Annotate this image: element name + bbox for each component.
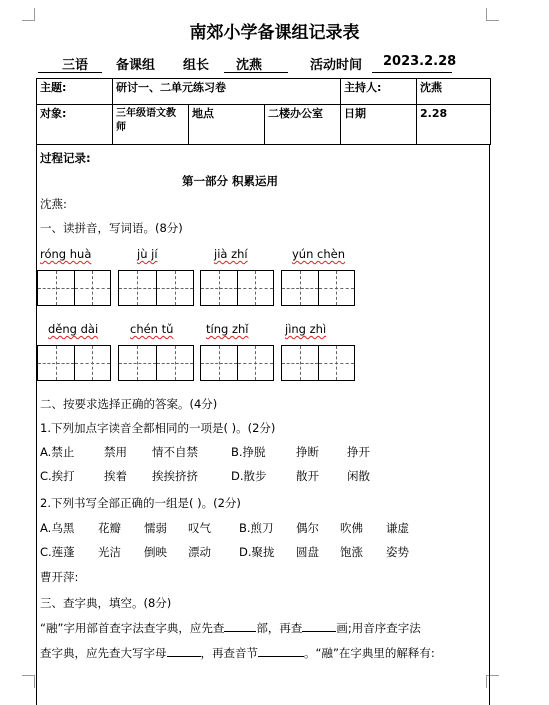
writing-grid[interactable] (281, 345, 355, 381)
activity-date: 2023.2.28 (383, 54, 457, 69)
writing-grid[interactable] (37, 270, 111, 306)
speaker-cao: 曹开萍: (40, 570, 79, 584)
question3-text: 查字典，应先查大写字母 (40, 646, 167, 660)
question3-text: 。“融”在字典里的解释有: (304, 646, 435, 660)
leader-name: 沈燕 (236, 58, 263, 73)
option-a: A.禁止 (40, 445, 75, 459)
question3-line1 (40, 621, 421, 635)
meta-table (36, 78, 491, 145)
option-a: A.乌黑 (40, 521, 75, 535)
option-word: 挣断 (296, 445, 319, 459)
date-label: 日期 (341, 105, 417, 145)
option-word: 谦虚 (386, 521, 409, 535)
leader-label: 组长 (183, 58, 210, 73)
option-word: 挨着 (104, 469, 127, 483)
option-word: 漂动 (188, 545, 211, 559)
option-word: 情不自禁 (152, 445, 198, 459)
writing-grid[interactable] (200, 345, 274, 381)
option-word: 禁用 (104, 445, 127, 459)
option-word: 懦弱 (144, 521, 167, 535)
place-value: 二楼办公室 (265, 105, 341, 145)
part-title: 第一部分 积累运用 (182, 174, 279, 188)
question3-text: 部，再查 (256, 621, 303, 635)
option-c: C.莲蓬 (40, 545, 75, 559)
leader-underline (224, 72, 288, 73)
speaker-shen: 沈燕: (40, 197, 67, 211)
crop-mark-bottom-left (22, 675, 35, 688)
date-underline (372, 72, 452, 73)
topic-value: 研讨一、二单元练习卷 (113, 79, 341, 105)
pinyin-jia-zhi: jià zhí (214, 247, 248, 261)
question3-title: 三、查字典，填空。(8分) (40, 596, 172, 610)
option-word: 闲散 (347, 469, 370, 483)
answer-blank[interactable] (167, 656, 201, 657)
answer-blank[interactable] (258, 656, 304, 657)
option-c: C.挨打 (40, 469, 75, 483)
writing-grid[interactable] (118, 345, 194, 381)
writing-grid[interactable] (37, 345, 111, 381)
question2-2: 2.下列书写全部正确的一组是( )。(2分) (40, 496, 241, 510)
group-label: 备课组 (116, 58, 156, 73)
subject-value: 三语 (62, 58, 89, 73)
option-word: 倒映 (144, 545, 167, 559)
option-word: 挨挨挤挤 (152, 469, 198, 483)
pinyin-jing-zhi: jìng zhì (285, 322, 327, 336)
date-value: 2.28 (417, 105, 491, 145)
option-word: 圆盘 (296, 545, 319, 559)
host-label: 主持人: (341, 79, 417, 105)
document-title: 南郊小学备课组记录表 (189, 23, 360, 43)
option-d: D.散步 (231, 469, 267, 483)
pinyin-ju-ji: jù jí (137, 247, 158, 261)
option-word: 饱涨 (340, 545, 363, 559)
answer-blank[interactable] (302, 631, 336, 632)
place-label: 地点 (189, 105, 265, 145)
option-word: 挣开 (347, 445, 370, 459)
topic-label: 主题: (37, 79, 113, 105)
subject-underline (38, 72, 102, 73)
host-value: 沈燕 (417, 79, 491, 105)
option-b: B.挣脱 (231, 445, 266, 459)
pinyin-rong-hua: róng huà (40, 247, 92, 261)
question3-text: 画;用音序查字法 (336, 621, 421, 635)
pinyin-deng-dai: děng dài (48, 322, 99, 336)
pinyin-yun-chen: yún chèn (292, 247, 346, 261)
option-word: 散开 (296, 469, 319, 483)
pinyin-ting-zhi: tíng zhǐ (206, 322, 249, 336)
question3-text: “融”字用部首查字法查字典，应先查 (40, 621, 225, 635)
option-d: D.聚拢 (239, 545, 275, 559)
activity-time-label: 活动时间 (310, 58, 363, 73)
question2-1: 1.下列加点字读音全都相同的一项是( )。(2分) (40, 421, 276, 435)
process-label: 过程记录: (40, 151, 91, 165)
option-word: 花瓣 (98, 521, 121, 535)
writing-grid[interactable] (281, 270, 355, 306)
target-value: 三年级语文教师 (113, 105, 189, 145)
target-label: 对象: (37, 105, 113, 145)
option-word: 姿势 (386, 545, 409, 559)
option-word: 光洁 (98, 545, 121, 559)
pinyin-chen-tu: chén tǔ (130, 322, 174, 336)
option-word: 偶尔 (296, 521, 319, 535)
option-b: B.煎刀 (239, 521, 274, 535)
question3-line2 (40, 646, 435, 660)
writing-grid[interactable] (200, 270, 274, 306)
option-word: 吹佛 (340, 521, 363, 535)
question1-title: 一、读拼音，写词语。(8分) (40, 221, 183, 235)
option-word: 叹气 (188, 521, 211, 535)
answer-blank[interactable] (224, 631, 256, 632)
question3-text: ，再查音节 (200, 646, 258, 660)
question2-title: 二、按要求选择正确的答案。(4分) (40, 397, 218, 411)
writing-grid[interactable] (118, 270, 194, 306)
